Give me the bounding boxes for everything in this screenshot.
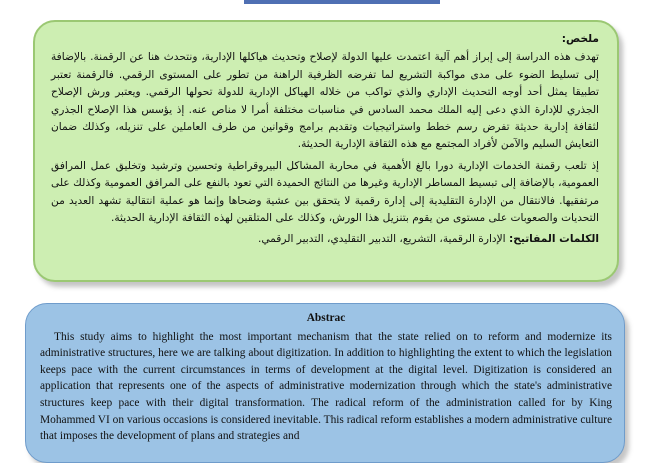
arabic-keywords-text: الإدارة الرقمية، التشريع، التدبير التقليدي، التدبير الرقمي. <box>257 233 506 246</box>
english-abstract-box <box>25 303 625 463</box>
top-decorative-bar <box>244 0 440 4</box>
arabic-abstract-paragraph-2: إذ تلعب رقمنة الخدمات الإدارية دورا بالغ الأهمية في محاربة المشاكل البيروقراطية وتحسين وترشيد وتخليق عمل المرافق العمومية، بالإضافة إلى تبسيط المساطر الإدارية وغيرها من النتائج الحميدة التي تعود بالنفع على المرافق العمومية وكذلك على مرتفقيها. فالانتقال من الإدارة التقليدية إلى إدارة رقمية لا يتحقق بين عشية وضحاها وإنما هو عملية انتقالية تشهد العديد من التحديات والصعوبات على مستوى من يقوم بتنزيل هذا الورش، وكذلك على المتلقين لهذه الثقافة الإدارية الحديثة. <box>51 159 599 225</box>
arabic-keywords-label: الكلمات المفاتيح: <box>509 233 599 246</box>
english-abstract-paragraph: This study aims to highlight the most important mechanism that the state relied on to reform and modernize its administrative structures, here we are talking about digitization. In addition to highlighting the extent to which the legislation keeps pace with the current circumstances in terms of development at the digital level. Digitization is considered an application that represents one of the aspects of administrative modernization through which the state's administrative structures keep pace with their digital transformation. The radical reform of the administration called for by King Mohammed VI on various occasions is considered inevitable. This radical reform establishes a modern administrative culture that imposes the development of plans and strategies and <box>40 330 612 443</box>
english-abstract-heading: Abstrac <box>306 312 346 324</box>
arabic-keywords-line <box>51 231 599 248</box>
arabic-abstract-box <box>33 20 619 282</box>
arabic-abstract-paragraph-1: تهدف هذه الدراسة إلى إبراز أهم آلية اعتمدت عليها الدولة لإصلاح وتحديث هياكلها الإدارية، ونتحدث هنا عن الرقمنة. بالإضافة إلى تسليط الضوء على مدى مواكبة التشريع لما تفرضه الظرفية الراهنة من تطور على المستوى الرقمي. فالرقمنة تعتبر تطبيقا يمثل أحد أوجه التحديث الإداري والذي تواكب من خلاله الهياكل الإدارية للدولة تحولها الرقمي. ويعتبر ورش الإصلاح الجذري للإدارة الذي دعى إليه الملك محمد السادس في مناسبات مختلفة أمرا لا مناص عنه. إذ يؤسس هذا الإصلاح الجذري لثقافة إدارية حديثة تفرض رسم خطط واستراتيجيات وتقديم برامج وقوانين من طرف العاملين على تنزيله، وكذلك ضمان التعايش السليم والآمن لأفراد المجتمع مع هذه الثقافة الإدارية الحديثة. <box>51 51 599 151</box>
arabic-abstract-heading: ملخص: <box>561 33 599 45</box>
